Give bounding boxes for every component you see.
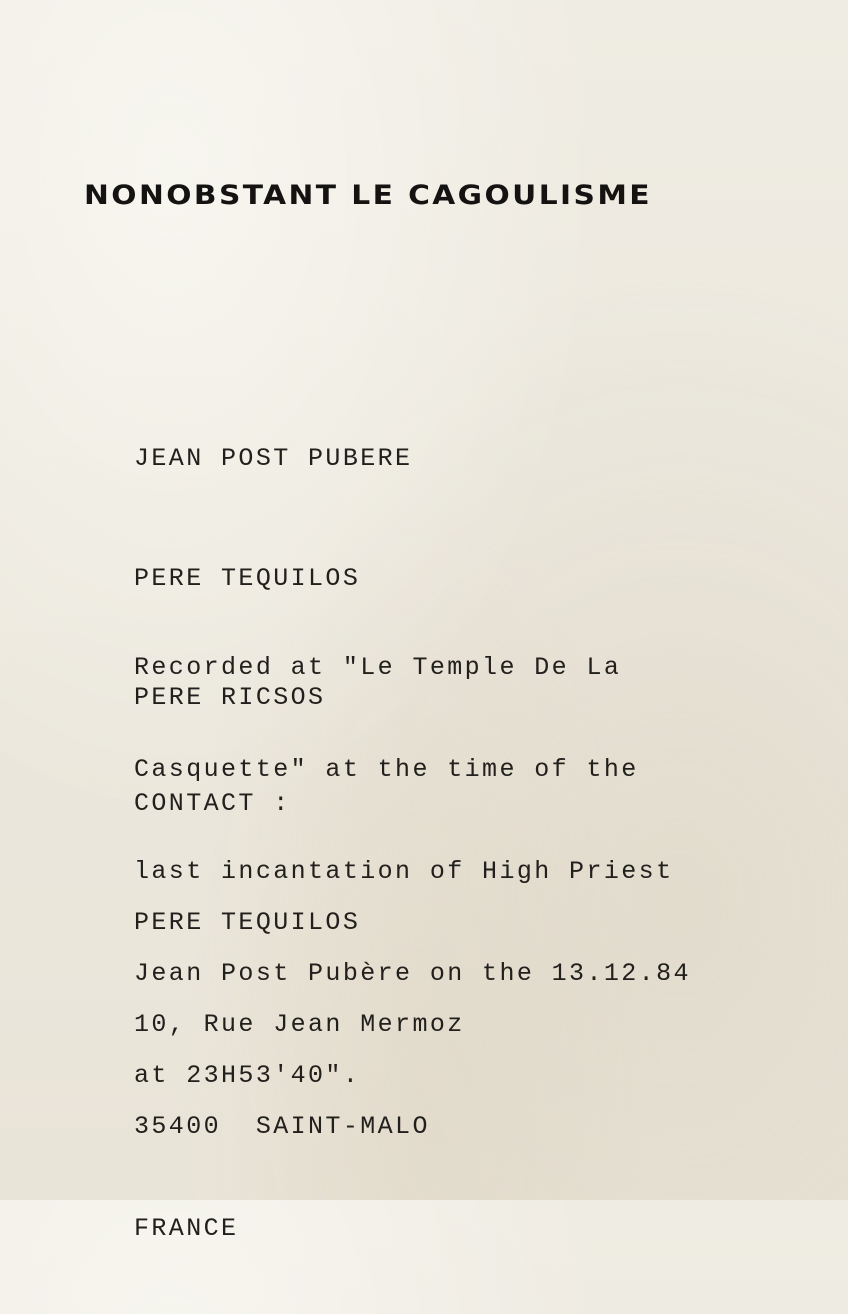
contact-label: CONTACT : bbox=[134, 789, 291, 818]
note-line: Jean Post Pubère on the 13.12.84 bbox=[134, 959, 691, 988]
note-line: last incantation of High Priest bbox=[134, 857, 674, 886]
address-line: FRANCE bbox=[134, 1214, 239, 1243]
name-line: PERE TEQUILOS bbox=[134, 563, 361, 593]
note-line: Casquette" at the time of the bbox=[134, 755, 639, 784]
name-line: PERE RICSOS bbox=[134, 683, 326, 712]
note-line: Recorded at "Le Temple De La bbox=[134, 653, 622, 682]
address-line: 10, Rue Jean Mermoz bbox=[134, 1010, 465, 1039]
note-line: at 23H53'40". bbox=[134, 1061, 361, 1090]
address-line: PERE TEQUILOS bbox=[134, 908, 361, 937]
contact-address bbox=[134, 838, 465, 1314]
name-line: JEAN POST PUBERE bbox=[134, 444, 413, 473]
address-line: 35400 SAINT-MALO bbox=[134, 1112, 430, 1141]
document-title: NONOBSTANT LE CAGOULISME bbox=[84, 180, 653, 211]
